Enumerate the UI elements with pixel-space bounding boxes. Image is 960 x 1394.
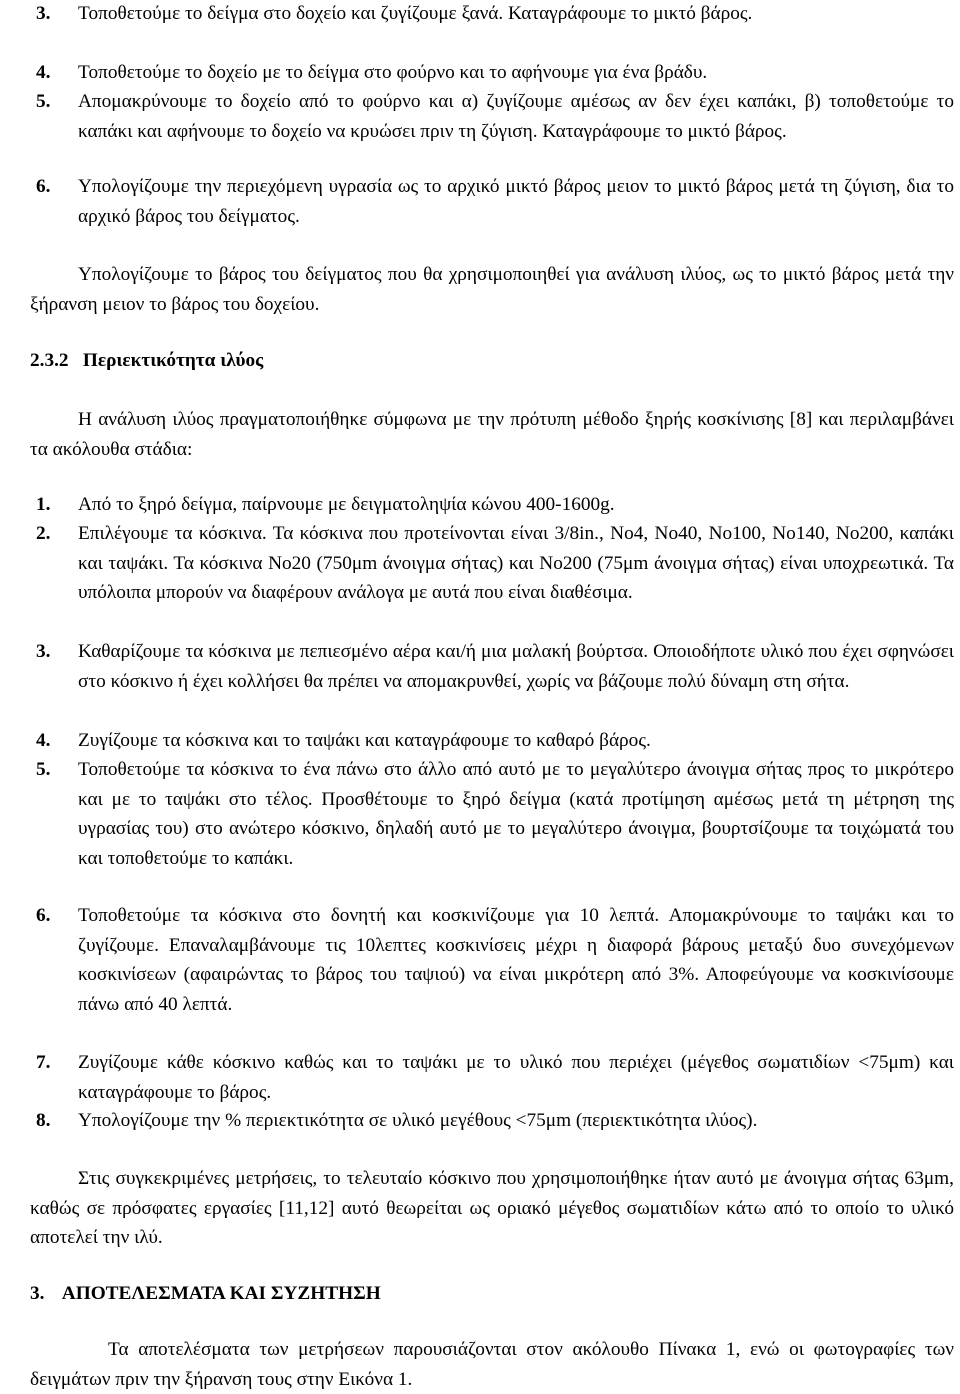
list-item xyxy=(36,58,954,88)
list-item xyxy=(36,1106,954,1136)
paragraph-results: Τα αποτελέσματα των μετρήσεων παρουσιάζονται στον ακόλουθο Πίνακα 1, ενώ οι φωτογραφίες των δειγμάτων πριν την ξήρανση τους στην Εικόνα 1. xyxy=(30,1339,954,1390)
list-item-number: 4. xyxy=(36,730,51,751)
list-item xyxy=(36,519,954,608)
list-item-number: 5. xyxy=(36,759,51,780)
list-item xyxy=(36,172,954,231)
section-number: 2.3.2 xyxy=(30,350,69,371)
list-item xyxy=(36,1048,954,1107)
paragraph-sample-weight: Υπολογίζουμε το βάρος του δείγματος που θα χρησιμοποιηθεί για ανάλυση ιλύος, ως το μικτό βάρος μετά την ξήρανση μειον το βάρος του δοχείου. xyxy=(30,264,954,315)
section-number: 3. xyxy=(30,1283,45,1304)
list-item xyxy=(36,637,954,696)
list-item-text: Από το ξηρό δείγμα, παίρνουμε με δειγματοληψία κώνου 400-1600g. xyxy=(78,494,615,515)
list-item-number: 5. xyxy=(36,91,51,112)
list-item xyxy=(36,755,954,873)
section-heading-2-3-2 xyxy=(30,346,263,376)
list-item-number: 7. xyxy=(36,1052,51,1073)
list-item-number: 8. xyxy=(36,1110,51,1131)
list-item-text: Υπολογίζουμε την περιεχόμενη υγρασία ως το αρχικό μικτό βάρος μειον το μικτό βάρος μετά τη ζύγιση, δια το αρχικό βάρος του δείγματος. xyxy=(78,176,954,227)
list-item-text: Τοποθετούμε το δείγμα στο δοχείο και ζυγίζουμε ξανά. Καταγράφουμε το μικτό βάρος. xyxy=(78,3,753,24)
list-item-number: 4. xyxy=(36,62,51,83)
list-item-text: Επιλέγουμε τα κόσκινα. Τα κόσκινα που προτείνονται είναι 3/8in., Νο4, Νο40, Νο100, Νο140, Νο200, καπάκι και ταψάκι. Τα κόσκινα Νο20 (750μm άνοιγμα σήτας) και Νο200 (75μm άνοιγμα σήτας) είναι υποχρεωτικά. Τα υπόλοιπα μπορούν να διαφέρουν ανάλογα με αυτά που είναι διαθέσιμα. xyxy=(78,523,954,604)
list-item xyxy=(36,0,954,29)
list-item-number: 6. xyxy=(36,905,51,926)
list-item-text: Καθαρίζουμε τα κόσκινα με πεπιεσμένο αέρα και/ή μια μαλακή βούρτσα. Οποιοδήποτε υλικό που έχει σφηνώσει στο κόσκινο ή έχει κολλήσει θα πρέπει να απομακρυνθεί, χωρίς να βάζουμε πολύ δύναμη στη σήτα. xyxy=(78,641,954,692)
list-item-text: Υπολογίζουμε την % περιεκτικότητα σε υλικό μεγέθους <75μm (περιεκτικότητα ιλύος). xyxy=(78,1110,758,1131)
list-item xyxy=(36,901,954,1019)
list-item xyxy=(36,490,954,520)
list-item-text: Ζυγίζουμε τα κόσκινα και το ταψάκι και καταγράφουμε το καθαρό βάρος. xyxy=(78,730,651,751)
list-item xyxy=(36,726,954,756)
list-item-number: 3. xyxy=(36,3,51,24)
list-item-text: Τοποθετούμε τα κόσκινα το ένα πάνω στο άλλο από αυτό με το μεγαλύτερο άνοιγμα σήτας προς το μικρότερο και με το ταψάκι στο τέλος. Προσθέτουμε το ξηρό δείγμα (κατά προτίμηση αμέσως μετά τη μέτρηση της υγρασίας του) στο ανώτερο κόσκινο, δηλαδή αυτό με το μεγαλύτερο άνοιγμα, βουρτσίζουμε τα τοιχώματά του και τοποθετούμε το καπάκι. xyxy=(78,759,954,869)
list-item-number: 6. xyxy=(36,176,51,197)
paragraph-sieve-note: Στις συγκεκριμένες μετρήσεις, το τελευταίο κόσκινο που χρησιμοποιήθηκε ήταν αυτό με άνοιγμα σήτας 63μm, καθώς σε πρόσφατες εργασίες [11,12] αυτό θεωρείται ως οριακό μέγεθος σωματιδίων κάτω από το οποίο το υλικό αποτελεί την ιλύ. xyxy=(30,1168,954,1249)
section-title: Περιεκτικότητα ιλύος xyxy=(82,350,264,371)
list-item-text: Τοποθετούμε το δοχείο με το δείγμα στο φούρνο και το αφήνουμε για ένα βράδυ. xyxy=(78,62,708,83)
list-item xyxy=(36,87,954,146)
list-item-text: Ζυγίζουμε κάθε κόσκινο καθώς και το ταψάκι με το υλικό που περιέχει (μέγεθος σωματιδίων <75μm) και καταγράφουμε το βάρος. xyxy=(78,1052,954,1103)
paragraph-method-intro: Η ανάλυση ιλύος πραγματοποιήθηκε σύμφωνα με την πρότυπη μέθοδο ξηρής κοσκίνισης [8] και περιλαμβάνει τα ακόλουθα στάδια: xyxy=(30,409,954,460)
section-heading-3 xyxy=(30,1279,381,1309)
list-item-number: 2. xyxy=(36,523,51,544)
list-item-text: Τοποθετούμε τα κόσκινα στο δονητή και κοσκινίζουμε για 10 λεπτά. Απομακρύνουμε το ταψάκι και το ζυγίζουμε. Επαναλαμβάνουμε τις 10λεπτες κοσκινίσεις μέχρι η διαφορά βάρους μεταξύ δυο συνεχόμενων κοσκινίσεων (αφαιρώντας το βάρος του ταψιού) να είναι μικρότερη από 3%. Αποφεύγουμε να κοσκινίσουμε πάνω από 40 λεπτά. xyxy=(78,905,954,1015)
section-title: ΑΠΟΤΕΛΕΣΜΑΤΑ ΚΑΙ ΣΥΖΗΤΗΣΗ xyxy=(61,1283,381,1304)
list-item-number: 1. xyxy=(36,494,51,515)
list-item-text: Απομακρύνουμε το δοχείο από το φούρνο και α) ζυγίζουμε αμέσως αν δεν έχει καπάκι, β) τοποθετούμε το καπάκι και αφήνουμε το δοχείο να κρυώσει πριν τη ζύγιση. Καταγράφουμε το μικτό βάρος. xyxy=(78,91,954,142)
list-item-number: 3. xyxy=(36,641,51,662)
